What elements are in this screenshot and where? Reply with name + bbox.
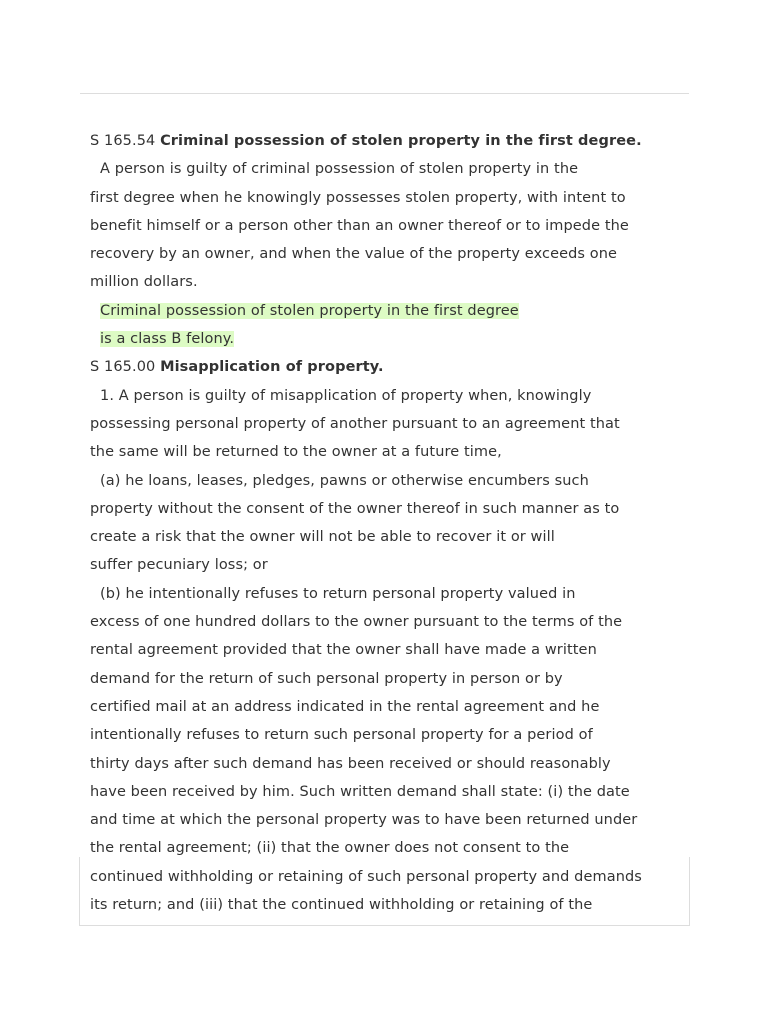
paragraph-line: suffer pecuniary loss; or [90,557,268,574]
paragraph-line: create a risk that the owner will not be able to recover it or will [90,529,555,546]
paragraph-line: 1. A person is guilty of misapplication of property when, knowingly [100,387,592,404]
paragraph-line: A person is guilty of criminal possession of stolen property in the [100,161,579,178]
paragraph-line: possessing personal property of another pursuant to an agreement that [90,415,620,432]
section-number: S 165.00 [90,359,161,376]
paragraph-line: certified mail at an address indicated in the rental agreement and he [90,698,600,715]
document-body [90,127,690,919]
section-number: S 165.54 [90,133,161,149]
paragraph-line: continued withholding or retaining of such personal property and demands [90,868,642,885]
section-heading-165-54 [90,127,690,155]
section-title: Misapplication of property. [160,359,384,376]
top-divider [80,93,689,94]
paragraph-line: million dollars. [90,274,198,291]
paragraph-line: property without the consent of the owner thereof in such manner as to [90,500,620,517]
paragraph-line: first degree when he knowingly possesses stolen property, with intent to [90,189,626,206]
paragraph-line: rental agreement provided that the owner shall have made a written [90,642,597,659]
highlight-text: is a class B felony. [100,331,235,348]
paragraph-line: (a) he loans, leases, pledges, pawns or otherwise encumbers such [100,472,589,489]
highlight-text: Criminal possession of stolen property in the first degree [100,302,519,319]
paragraph-line: excess of one hundred dollars to the owner pursuant to the terms of the [90,614,623,631]
paragraph-line: recovery by an owner, and when the value of the property exceeds one [90,246,618,263]
paragraph-line: intentionally refuses to return such personal property for a period of [90,727,593,744]
paragraph-line: the rental agreement; (ii) that the owner does not consent to the [90,840,570,857]
paragraph-line: demand for the return of such personal property in person or by [90,670,563,687]
paragraph-line: benefit himself or a person other than an owner thereof or to impede the [90,217,629,234]
paragraph-line: thirty days after such demand has been received or should reasonably [90,755,611,772]
highlighted-line [90,325,690,353]
highlighted-line [90,297,690,325]
paragraph-line: its return; and (iii) that the continued withholding or retaining of the [90,897,593,914]
paragraph-line: and time at which the personal property was to have been returned under [90,812,638,829]
paragraph-line: (b) he intentionally refuses to return personal property valued in [100,585,576,602]
paragraph-line: the same will be returned to the owner at a future time, [90,444,502,461]
section-heading-165-00 [90,353,690,381]
section-title: Criminal possession of stolen property in the first degree. [160,133,642,149]
paragraph-line: have been received by him. Such written demand shall state: (i) the date [90,783,630,800]
